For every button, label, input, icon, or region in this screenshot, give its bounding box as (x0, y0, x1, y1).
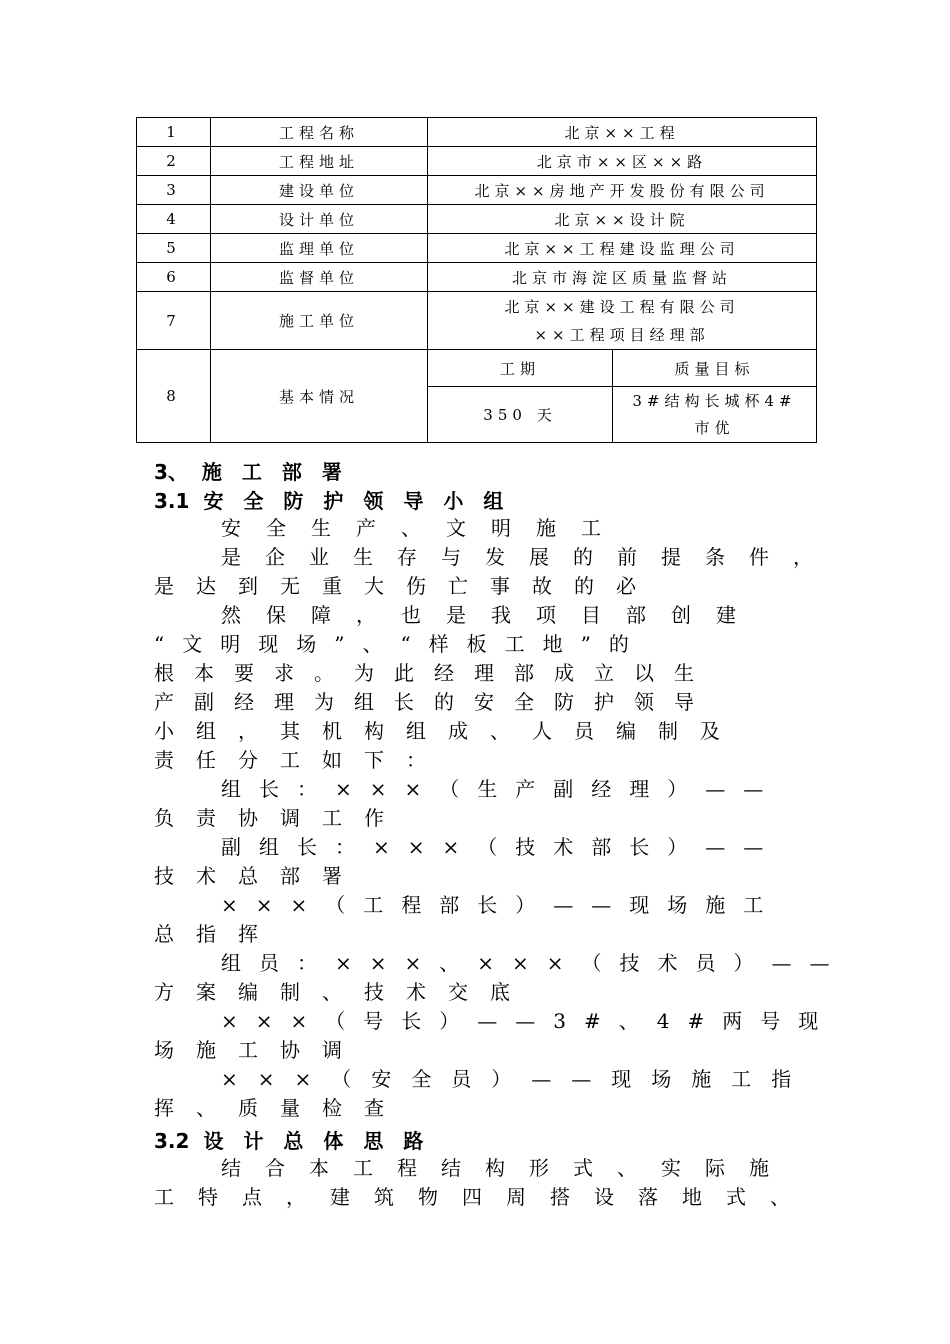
paragraph-line: 场施工协调 (154, 1038, 364, 1062)
row-number: 6 (137, 263, 211, 292)
paragraph-line: 然保障，也是我项目部创建 (221, 603, 761, 627)
value-line: 北京××建设工程有限公司 (504, 297, 740, 316)
row-value (428, 292, 817, 350)
row-label: 监理单位 (211, 234, 428, 263)
row-label: 设计单位 (211, 205, 428, 234)
section-3-heading (154, 456, 362, 485)
row-label: 建设单位 (211, 176, 428, 205)
paragraph-line: 责任分工如下： (154, 748, 448, 772)
row-number: 2 (137, 147, 211, 176)
row-value: 北京××工程 (428, 118, 817, 147)
paragraph-line: 是达到无重大伤亡事故的必 (154, 574, 658, 598)
section-title: 设计总体思路 (203, 1129, 444, 1153)
paragraph-line: 负责协调工作 (154, 806, 406, 830)
paragraph-line: 是企业生存与发展的前提条件， (221, 545, 837, 569)
section-3-2-heading (154, 1125, 443, 1154)
paragraph-line: 小组，其机构组成、人员编制及 (154, 719, 742, 743)
duration-value: 350 天 (428, 387, 613, 443)
section-number: 3.1 (154, 489, 190, 513)
paragraph-line: 总指挥 (154, 922, 280, 946)
paragraph-line: 方案编制、技术交底 (154, 980, 532, 1004)
paragraph-line: “文明现场”、“样板工地”的 (154, 632, 647, 656)
table-row (137, 118, 817, 147)
table-row (137, 350, 817, 387)
paragraph-line: 组员：×××、×××（技术员）—— (221, 951, 848, 975)
paragraph-line: 安全生产、文明施工 (221, 516, 626, 540)
section-title: 安全防护领导小组 (203, 489, 524, 513)
row-value: 北京市海淀区质量监督站 (428, 263, 817, 292)
value-line: 3#结构长城杯4# (632, 391, 797, 410)
quality-header: 质量目标 (613, 350, 817, 387)
row-number: 5 (137, 234, 211, 263)
table-row (137, 176, 817, 205)
row-label: 工程名称 (211, 118, 428, 147)
row-label: 监督单位 (211, 263, 428, 292)
paragraph-line: 根本要求。为此经理部成立以生 (154, 661, 714, 685)
paragraph-line: ×××（号长）——3#、4#两号现 (221, 1009, 837, 1033)
row-value: 北京××工程建设监理公司 (428, 234, 817, 263)
row-label: 工程地址 (211, 147, 428, 176)
paragraph-line: 产副经理为组长的安全防护领导 (154, 690, 714, 714)
row-number: 7 (137, 292, 211, 350)
row-number: 1 (137, 118, 211, 147)
row-number: 3 (137, 176, 211, 205)
row-value: 北京××设计院 (428, 205, 817, 234)
paragraph-line: ×××（安全员）——现场施工指 (221, 1067, 812, 1091)
duration-header: 工期 (428, 350, 613, 387)
paragraph-line: 挥、质量检查 (154, 1096, 406, 1120)
value-line: ××工程项目经理部 (534, 325, 710, 344)
table-row (137, 263, 817, 292)
table-row (137, 292, 817, 350)
paragraph-line: ×××（工程部长）——现场施工 (221, 893, 782, 917)
section-number: 3.2 (154, 1129, 190, 1153)
table-row (137, 147, 817, 176)
quality-value (613, 387, 817, 443)
paragraph-line: 技术总部署 (154, 864, 364, 888)
paragraph-line: 工特点，建筑物四周搭设落地式、 (154, 1185, 814, 1209)
row-value: 北京××房地产开发股份有限公司 (428, 176, 817, 205)
paragraph-line: 结合本工程结构形式、实际施 (221, 1156, 793, 1180)
project-info-table (136, 117, 817, 443)
table-row (137, 234, 817, 263)
row-value: 北京市××区××路 (428, 147, 817, 176)
table-row (137, 205, 817, 234)
paragraph-line: 组长：×××（生产副经理）—— (221, 777, 782, 801)
row-number: 4 (137, 205, 211, 234)
row-number: 8 (137, 350, 211, 443)
paragraph-line: 副组长：×××（技术部长）—— (221, 835, 782, 859)
row-label: 施工单位 (211, 292, 428, 350)
row-label: 基本情况 (211, 350, 428, 443)
section-title: 施工部署 (201, 460, 362, 484)
section-number: 3、 (154, 460, 188, 484)
section-3-1-heading (154, 485, 523, 514)
value-line: 市优 (694, 418, 735, 437)
